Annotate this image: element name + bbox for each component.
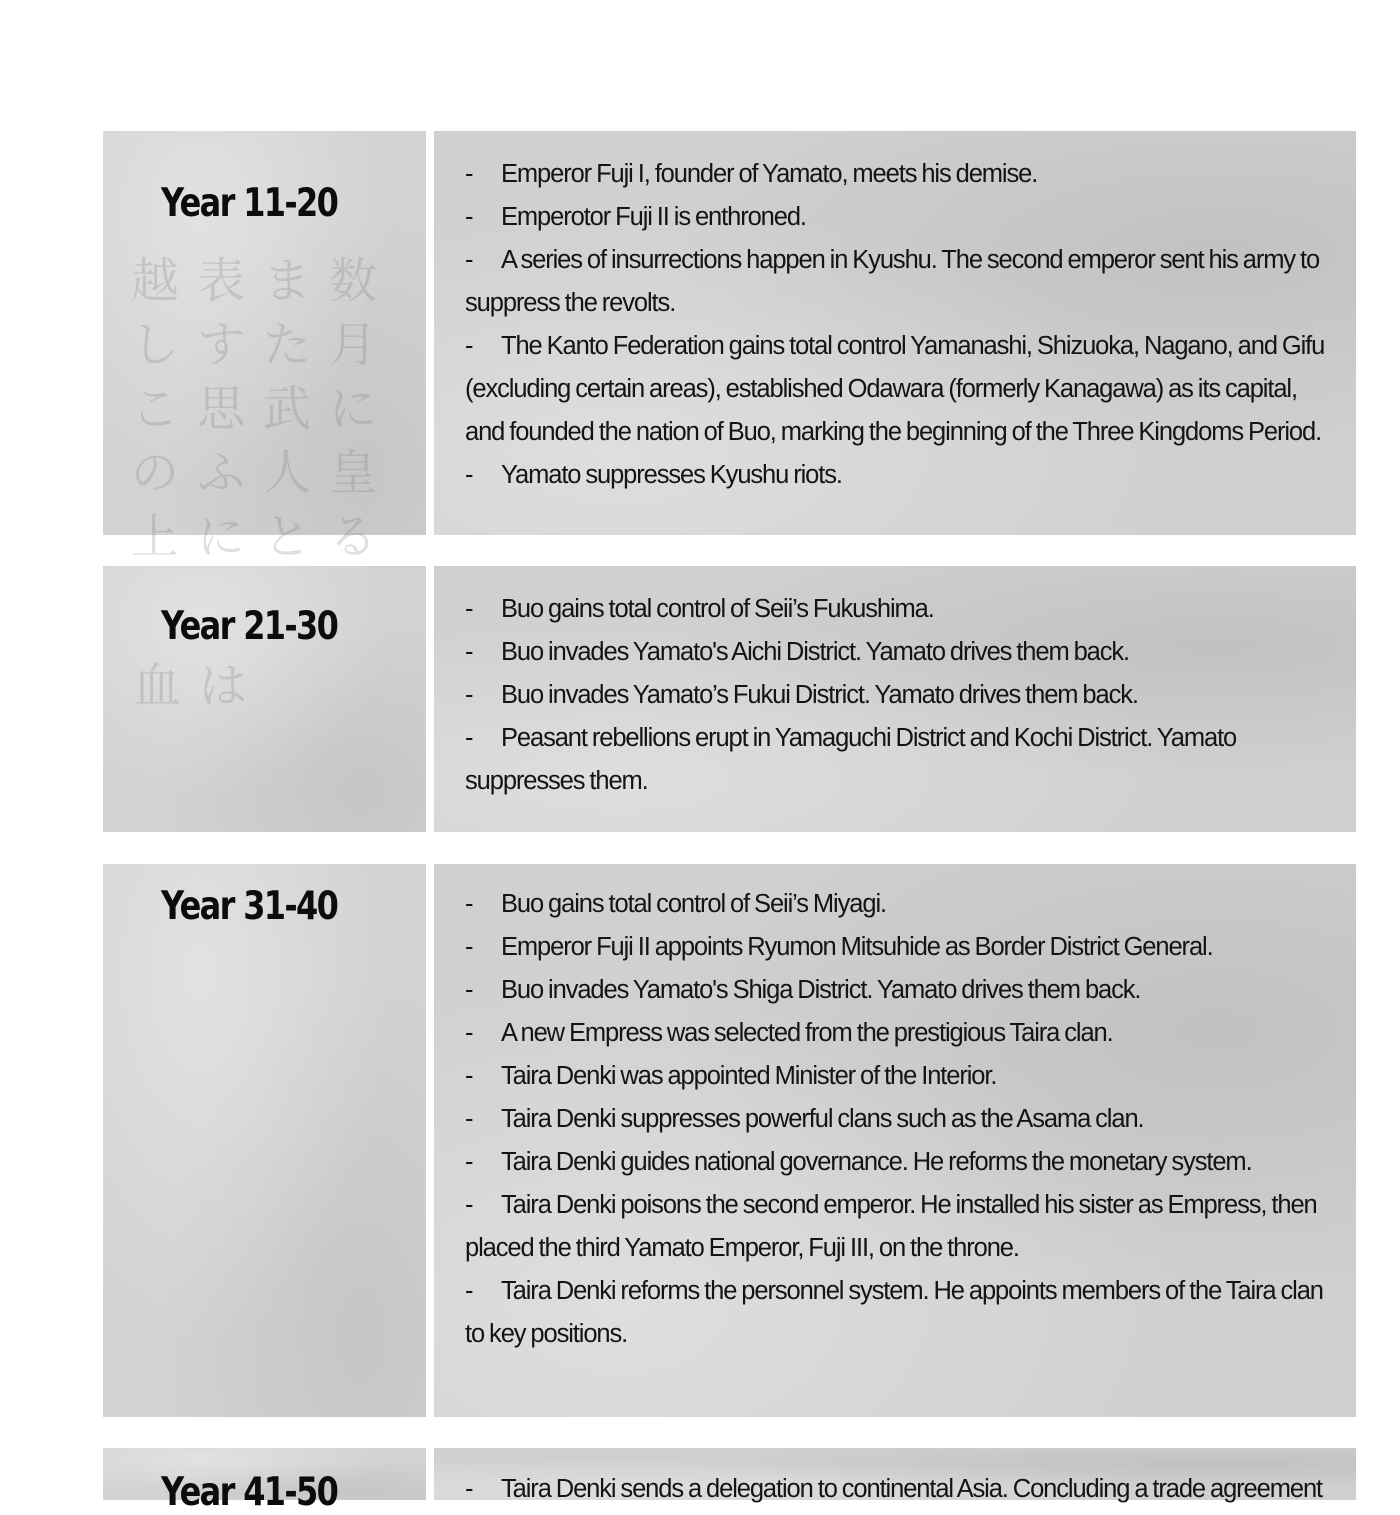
era-year-cell [103,1448,426,1515]
event-item: - Taira Denki reforms the personnel system. He appoints members of the Taira clan to key positions. [465,1270,1334,1356]
era-year-cell [103,131,426,565]
era-year-cell [103,566,426,832]
bullet-dash: - [465,1148,473,1176]
bullet-dash: - [465,1475,473,1503]
event-item: - Emperotor Fuji II is enthroned. [465,196,1334,239]
event-item: - A new Empress was selected from the prestigious Taira clan. [465,1012,1334,1055]
era-row-21-30 [103,566,1356,832]
era-events-cell [434,1448,1356,1503]
event-item: - Taira Denki poisons the second emperor. He installed his sister as Empress, then placed the third Yamato Emperor, Fuji III, on the throne. [465,1184,1334,1270]
event-item: - Taira Denki was appointed Minister of the Interior. [465,1055,1334,1098]
era-events-cell [434,566,1356,832]
bullet-dash: - [465,890,473,918]
event-item: - Buo invades Yamato's Shiga District. Yamato drives them back. [465,969,1334,1012]
event-item: - Yamato suppresses Kyushu riots. [465,454,1334,497]
bullet-dash: - [465,681,473,709]
event-item: - Taira Denki sends a delegation to continental Asia. Concluding a trade agreement [465,1468,1334,1511]
bullet-dash: - [465,724,473,752]
bullet-dash: - [465,246,473,274]
era-row-31-40 [103,864,1356,1417]
event-item: - Buo gains total control of Seii’s Miyagi. [465,883,1334,926]
event-item: - Emperor Fuji II appoints Ryumon Mitsuhide as Border District General. [465,926,1334,969]
bullet-dash: - [465,1277,473,1305]
bullet-dash: - [465,1191,473,1219]
era-year-cell [103,864,426,1417]
bullet-dash: - [465,461,473,489]
event-item: - Buo invades Yamato's Aichi District. Yamato drives them back. [465,631,1334,674]
bullet-dash: - [465,1062,473,1090]
era-row-11-20 [103,131,1356,565]
bullet-dash: - [465,160,473,188]
era-row-41-50 [103,1448,1356,1515]
event-item: - Taira Denki suppresses powerful clans such as the Asama clan. [465,1098,1334,1141]
event-item: - A series of insurrections happen in Kyushu. The second emperor sent his army to suppress the revolts. [465,239,1334,325]
era-events-cell [434,864,1356,1417]
bullet-dash: - [465,1019,473,1047]
era-year-heading: Year 41-50 [161,1470,338,1515]
bullet-dash: - [465,976,473,1004]
events-list [465,153,1334,497]
bullet-dash: - [465,638,473,666]
event-item: - Emperor Fuji I, founder of Yamato, meets his demise. [465,153,1334,196]
bullet-dash: - [465,595,473,623]
event-item: - Buo gains total control of Seii’s Fukushima. [465,588,1334,631]
era-year-heading: Year 21-30 [161,604,338,649]
era-events-cell [434,131,1356,535]
bullet-dash: - [465,332,473,360]
bullet-dash: - [465,933,473,961]
events-list [465,588,1334,803]
events-list [465,1468,1334,1511]
era-year-heading: Year 11-20 [161,181,338,226]
event-item: - Taira Denki guides national governance. He reforms the monetary system. [465,1141,1334,1184]
event-item: - Peasant rebellions erupt in Yamaguchi District and Kochi District. Yamato suppresses them. [465,717,1334,803]
event-item: - The Kanto Federation gains total control Yamanashi, Shizuoka, Nagano, and Gifu (excluding certain areas), established Odawara (formerly Kanagawa) as its capital, and founded the nation of Buo, marking the beginning of the Three Kingdoms Period. [465,325,1334,454]
bullet-dash: - [465,203,473,231]
era-year-heading: Year 31-40 [161,884,338,929]
bullet-dash: - [465,1105,473,1133]
event-item: - Buo invades Yamato’s Fukui District. Yamato drives them back. [465,674,1334,717]
background-calligraphy: 越表ま数 しすた月 こ思武に のふ人皇 上にとる [131,253,396,565]
events-list [465,883,1334,1356]
background-calligraphy: 血は [133,658,266,714]
